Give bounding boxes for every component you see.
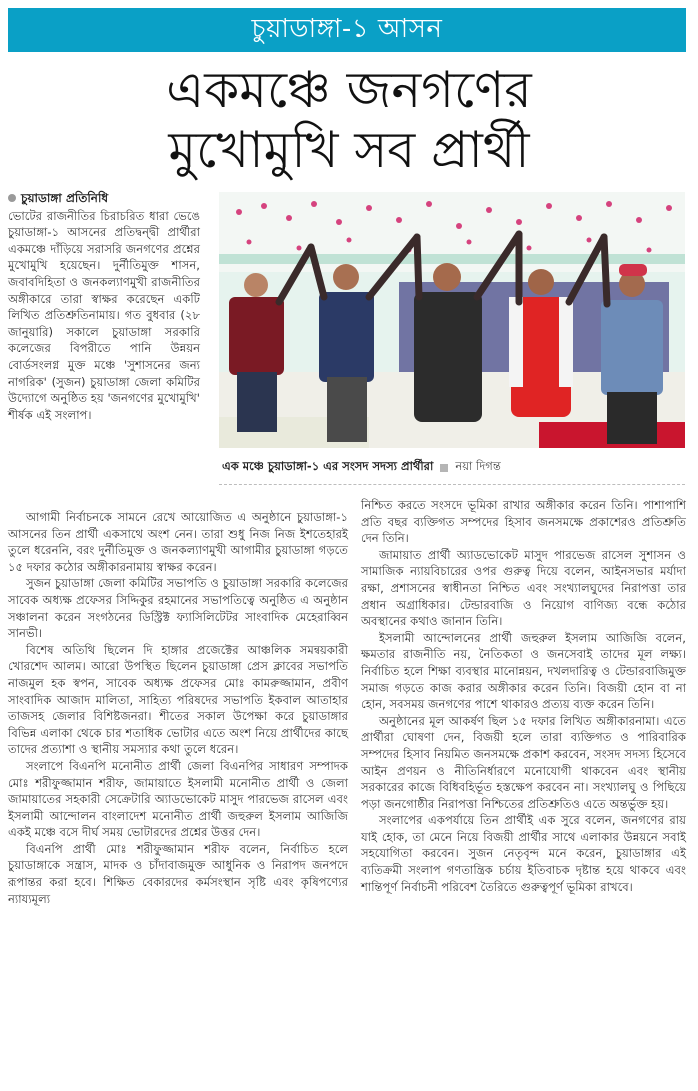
caption-text: এক মঞ্চে চুয়াডাঙ্গা-১ এর সংসদ সদস্য প্রার্থীরা <box>222 459 434 473</box>
article-paragraph: নিশ্চিত করতে সংসদে ভূমিকা রাখার অঙ্গীকার করেন তিনি। পাশাপাশি প্রতি বছর ব্যক্তিগত সম্পদের হিসাব জনসমক্ষে প্রকাশেরও প্রতিশ্রুতি দেন তিনি। <box>361 498 686 546</box>
section-header <box>8 8 686 52</box>
article-paragraph: বিশেষ অতিথি ছিলেন দি হাঙ্গার প্রজেক্টের আঞ্চলিক সমন্বয়কারী খোরশেদ আলম। আরো উপস্থিত ছিলেন চুয়াডাঙ্গা প্রেস ক্লাবের সভাপতি নাজমুল হক স্বপন, সাবেক অধ্যক্ষ প্রফেসর মোঃ কামরুজ্জামান, প্রবীণ সাংবাদিক আজাদ মালিতা, সাহিত্য পরিষদের সভাপতি ইকবাল আতাহার তাজসহ জেলার বিশিষ্টজনরা। শীতের সকাল উপেক্ষা করে চুয়াডাঙ্গার বিভিন্ন এলাকা থেকে চার শতাধিক ভোটার এতে অংশ নিয়ে প্রার্থীদের কাছে তাদের প্রত্যাশা ও স্থানীয় সমস্যার কথা তুলে ধরেন। <box>8 642 348 757</box>
article-paragraph: সুজন চুয়াডাঙ্গা জেলা কমিটির সভাপতি ও চুয়াডাঙ্গা সরকারি কলেজের সাবেক অধ্যক্ষ প্রফেসর সিদ্দিকুর রহমানের সভাপতিত্বে অনুষ্ঠিত এ অনুষ্ঠান সঞ্চালনা করেন সংগঠনের ডিস্ট্রিক্ট ফ্যাসিলিটেটর সাংবাদিক মেহেরাব্বিন সানভী। <box>8 576 348 641</box>
article-paragraph: অনুষ্ঠানের মূল আকর্ষণ ছিল ১৫ দফার লিখিত অঙ্গীকারনামা। এতে প্রার্থীরা ঘোষণা দেন, বিজয়ী হলে তারা ব্যক্তিগত ও পারিবারিক সম্পদের হিসাব নিয়মিত জনসমক্ষে প্রকাশ করবেন, সংসদ সদস্য হিসেবে আইন প্রণয়ন ও নীতিনির্ধারণে মনোযোগী থাকবেন এবং স্থানীয় সরকারের কাজে বিধিবহির্ভূত হস্তক্ষেপ করবেন না। সংখ্যালঘু ও পিছিয়ে পড়া জনগোষ্ঠীর নিরাপত্তা নিশ্চিতের প্রতিশ্রুতিও এতে অন্তর্ভুক্ত হয়। <box>361 713 686 811</box>
article-paragraph: ইসলামী আন্দোলনের প্রার্থী জহুরুল ইসলাম আজিজি বলেন, ক্ষমতার রাজনীতি নয়, নৈতিকতা ও জনসেবাই তাদের মূল লক্ষ্য। নির্বাচিত হলে শিক্ষা ব্যবস্থার মানোন্নয়ন, দখলদারিত্ব ও টেন্ডারবাজিমুক্ত সমাজ গড়তে কাজ করার অঙ্গীকার করেন তিনি। বিজয়ী হোন বা না হোন, সবসময় জনগণের পাশে থাকারও প্রত্যয় ব্যক্ত করেন তিনি। <box>361 630 686 712</box>
article-paragraph: ভোটের রাজনীতির চিরাচরিত ধারা ভেঙে চুয়াডাঙ্গা-১ আসনের প্রতিদ্বন্দ্বী প্রার্থীরা একমঞ্চে দাঁড়িয়ে সরাসরি জনগণের প্রশ্নের মুখোমুখি হয়েছেন। দুর্নীতিমুক্ত শাসন, জবাবদিহিতা ও জনকল্যাণমুখী রাজনীতির অঙ্গীকারে তারা স্বাক্ষর করেছেন একটি লিখিত প্রতিশ্রুতিনামায়। গত বুধবার (২৮ জানুয়ারি) সকালে চুয়াডাঙ্গা সরকারি কলেজের বিপরীতে পানি উন্নয়ন বোর্ডসংলগ্ন মুক্ত মঞ্চে 'সুশাসনের জন্য নাগরিক' (সুজন) চুয়াডাঙ্গা জেলা কমিটির উদ্যোগে অনুষ্ঠিত হয় 'জনগণের মুখোমুখি' শীর্ষক এই সংলাপ। <box>8 208 200 422</box>
headline <box>0 60 698 180</box>
headline-line-2: মুখোমুখি সব প্রার্থী <box>168 121 530 179</box>
byline-text: চুয়াডাঙ্গা প্রতিনিধি <box>21 191 109 205</box>
bullet-dot-icon <box>8 194 16 202</box>
photo-credit: নয়া দিগন্ত <box>455 459 501 473</box>
photo-caption <box>222 458 682 477</box>
article-right-column <box>361 497 686 895</box>
byline <box>8 190 200 207</box>
article-paragraph: সংলাপের একপর্যায়ে তিন প্রার্থীই এক সুরে বলেন, জনগণের রায় যাই হোক, তা মেনে নিয়ে বিজয়ী প্রার্থীর সাথে এলাকার উন্নয়নে সবাই সহযোগিতা করবেন। সুজন নেতৃবৃন্দ মনে করেন, চুয়াডাঙ্গার এই ব্যতিক্রমী সংলাপ গণতান্ত্রিক চর্চায় ইতিবাচক দৃষ্টান্ত হয়ে থাকবে এবং শান্তিপূর্ণ নির্বাচনী পরিবেশ তৈরিতে গুরুত্বপূর্ণ ভূমিকা রাখবে। <box>361 813 686 894</box>
article-paragraph: আগামী নির্বাচনকে সামনে রেখে আয়োজিত এ অনুষ্ঠানে চুয়াডাঙ্গা-১ আসনের তিন প্রার্থী একসাথে অংশ নেন। তারা শুধু নিজ নিজ ইশতেহারই তুলে ধরেননি, বরং দুর্নীতিমুক্ত ও জনকল্যাণমুখী আগামীর চুয়াডাঙ্গা গড়তে ১৫ দফার কঠোর অঙ্গীকারনামায় স্বাক্ষর করেন। <box>8 510 348 574</box>
separator-square-icon <box>440 464 448 472</box>
news-photo <box>219 192 685 448</box>
article-left-column <box>8 509 348 907</box>
photo-illustration <box>219 192 685 448</box>
section-label: চুয়াডাঙ্গা-১ আসন <box>251 14 443 44</box>
article-paragraph: জামায়াত প্রার্থী অ্যাডভোকেট মাসুদ পারভেজ রাসেল সুশাসন ও সামাজিক ন্যায়বিচারের ওপর গুরুত্ব দিয়ে বলেন, আইনসভার মর্যাদা রক্ষা, প্রশাসনের স্বাধীনতা নিশ্চিত এবং সংখ্যালঘুদের নিরাপত্তা তার প্রধান অগ্রাধিকার। টেন্ডারবাজি ও নিয়োগ বাণিজ্য বন্ধে কঠোর অবস্থানের কথাও জানান তিনি। <box>361 547 686 629</box>
article-paragraph: সংলাপে বিএনপি মনোনীত প্রার্থী জেলা বিএনপির সাধারণ সম্পাদক মোঃ শরীফুজ্জামান শরীফ, জামায়াতে ইসলামী মনোনীত প্রার্থী ও জেলা জামায়াতের সহকারী সেক্রেটারি অ্যাডভোকেট মাসুদ পারভেজ রাসেল এবং ইসলামী আন্দোলন বাংলাদেশ মনোনীত প্রার্থী জহুরুল ইসলাম আজিজি একই মঞ্চে বসে দীর্ঘ সময় ভোটারদের প্রশ্নের উত্তর দেন। <box>8 758 348 840</box>
caption-divider <box>219 484 685 485</box>
article-intro-column <box>8 190 200 423</box>
article-paragraph: বিএনপি প্রার্থী মোঃ শরীফুজ্জামান শরীফ বলেন, নির্বাচিত হলে চুয়াডাঙ্গাকে সন্ত্রাস, মাদক ও চাঁদাবাজমুক্ত আধুনিক ও নিরাপদ জনপদে রূপান্তর করা হবে। শিক্ষিত বেকারদের কর্মসংস্থান সৃষ্টি এবং কৃষিপণ্যের ন্যায্যমূল্য <box>8 841 348 906</box>
headline-line-1: একমঞ্চে জনগণের <box>166 61 532 119</box>
